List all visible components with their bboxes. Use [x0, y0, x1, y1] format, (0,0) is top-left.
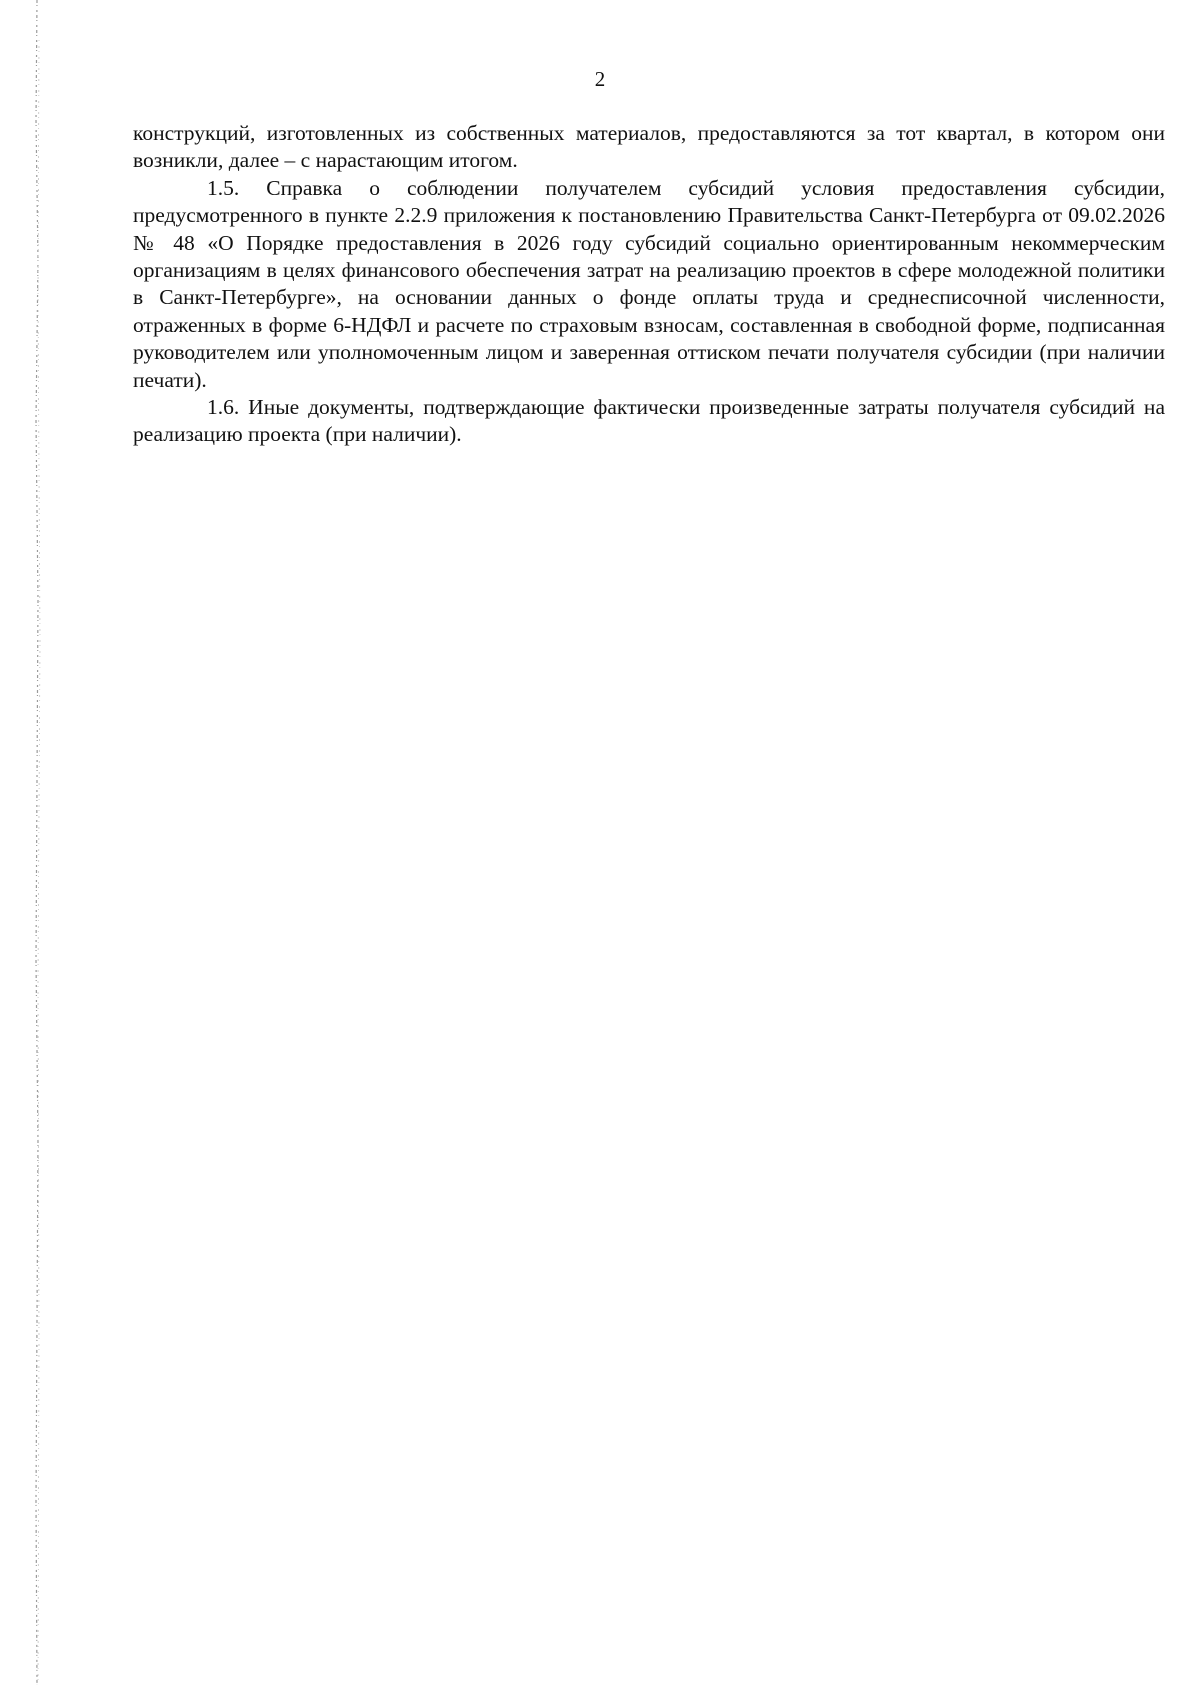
page-number: 2: [594, 67, 606, 91]
scan-edge-artifact: [30, 0, 44, 1685]
paragraph-continuation: конструкций, изготовленных из собственных материалов, предоставляются за тот квартал, в котором они возникли, далее – с нарастающим итогом.: [133, 121, 1165, 173]
paragraph-1-6: 1.6. Иные документы, подтверждающие фактически произведенные затраты получателя субсидий на реализацию проекта (при наличии).: [133, 395, 1165, 447]
paragraph-1-5: 1.5. Справка о соблюдении получателем субсидий условия предоставления субсидии, предусмотренного в пункте 2.2.9 приложения к постановлению Правительства Санкт-Петербурга от 09.02.2026 № 48 «О Порядке предоставления в 2026 году субсидий социально ориентированным некоммерческим организациям в целях финансового обеспечения затрат на реализацию проектов в сфере молодежной политики в Санкт-Петербурге», на основании данных о фонде оплаты труда и среднесписочной численности, отраженных в форме 6-НДФЛ и расчете по страховым взносам, составленная в свободной форме, подписанная руководителем или уполномоченным лицом и заверенная оттиском печати получателя субсидии (при наличии печати).: [133, 175, 1165, 392]
document-body: [133, 120, 1165, 449]
